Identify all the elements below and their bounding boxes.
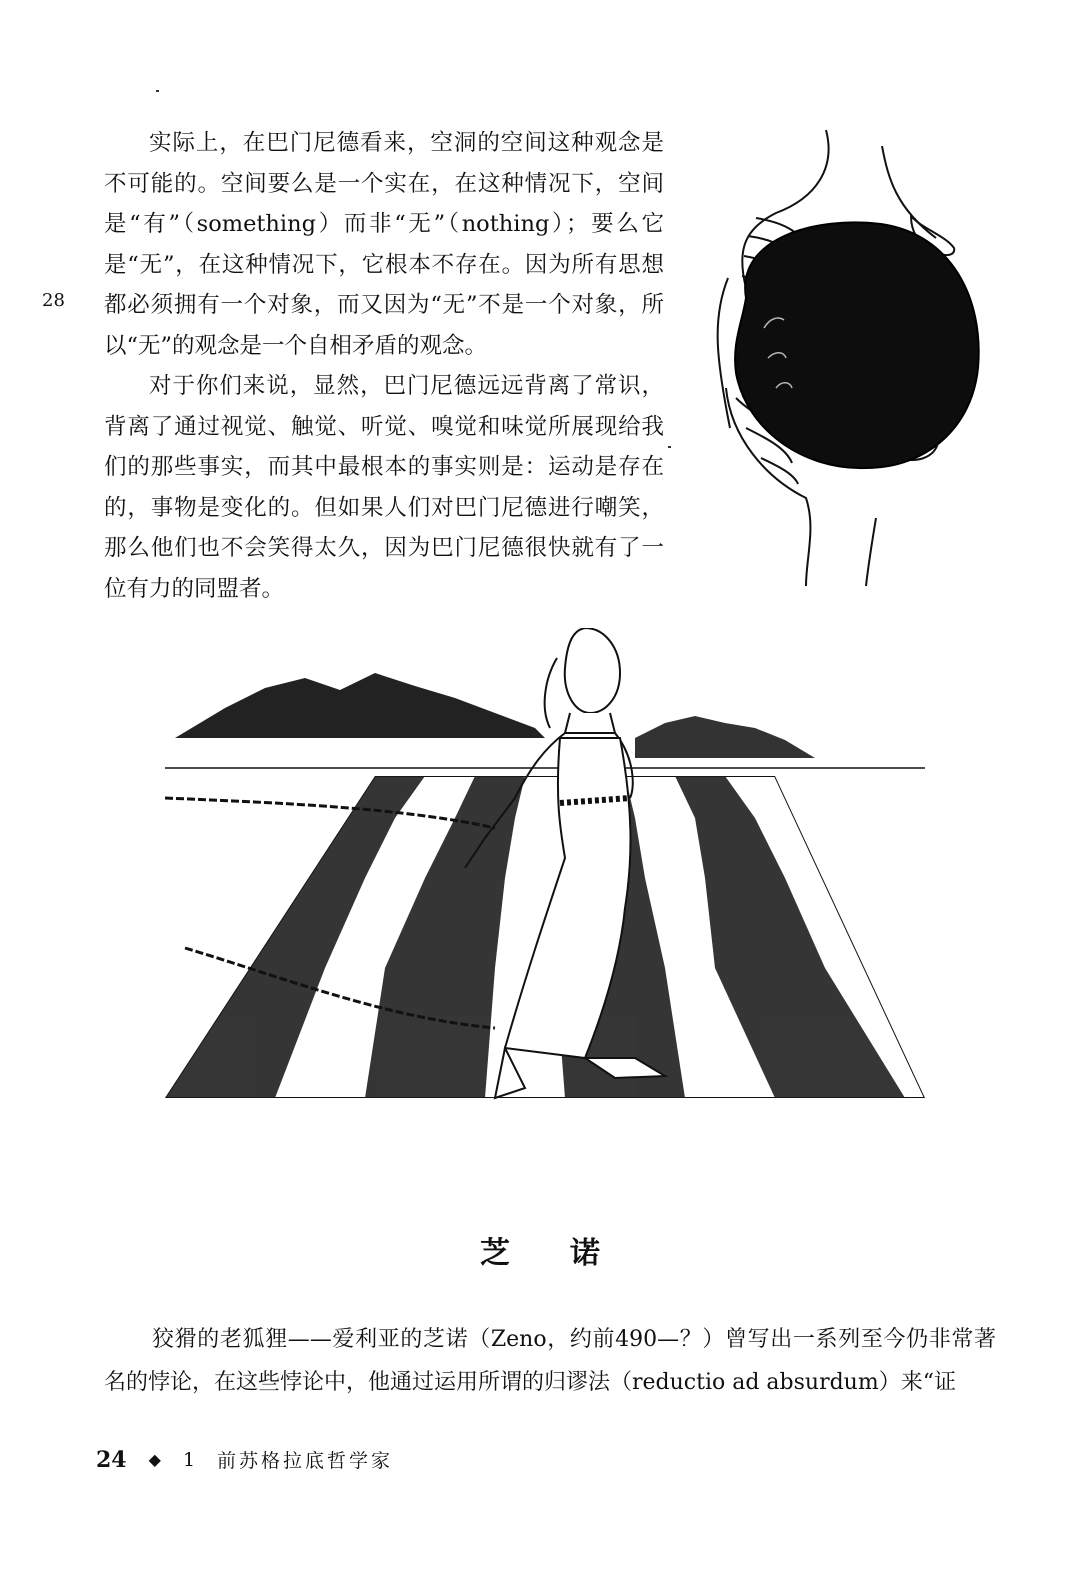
paragraph-1: 实际上，在巴门尼德看来，空洞的空间这种观念是不可能的。空间要么是一个实在，在这种情况下，空间是“有”（something）而非“无”（nothing）；要么它是“无”，在这种情况下，它根本不存在。因为所有思想都必须拥有一个对象，而又因为“无”不是一个对象，所以“无”的观念是一个自相矛盾的观念。 (104, 130, 664, 359)
paragraph-3: 狡猾的老狐狸——爱利亚的芝诺（Zeno，约前490—？）曾写出一系列至今仍非常著名的悖论，在这些悖论中，他通过运用所谓的归谬法（reductio ad absurdum）来“证 (104, 1327, 996, 1395)
footer-chapter-title: 前苏格拉底哲学家 (217, 1450, 394, 1472)
page-footer (96, 1446, 393, 1473)
section-title: 芝诺 (480, 1236, 660, 1271)
footer-page-number: 24 (96, 1446, 127, 1473)
speck (668, 446, 671, 448)
woman-on-chessboard-illustration (165, 628, 925, 1148)
margin-page-number: 28 (42, 290, 65, 311)
footer-separator: ◆ (148, 1450, 161, 1469)
hands-holding-sphere-illustration (706, 128, 986, 588)
paragraph-2: 对于你们来说，显然，巴门尼德远远背离了常识，背离了通过视觉、触觉、听觉、嗅觉和味觉所展现给我们的那些事实，而其中最根本的事实则是：运动是存在的，事物是变化的。但如果人们对巴门尼德进行嘲笑，那么他们也不会笑得太久，因为巴门尼德很快就有了一位有力的同盟者。 (104, 373, 664, 602)
speck (156, 90, 159, 92)
footer-chapter-number: 1 (182, 1448, 196, 1471)
